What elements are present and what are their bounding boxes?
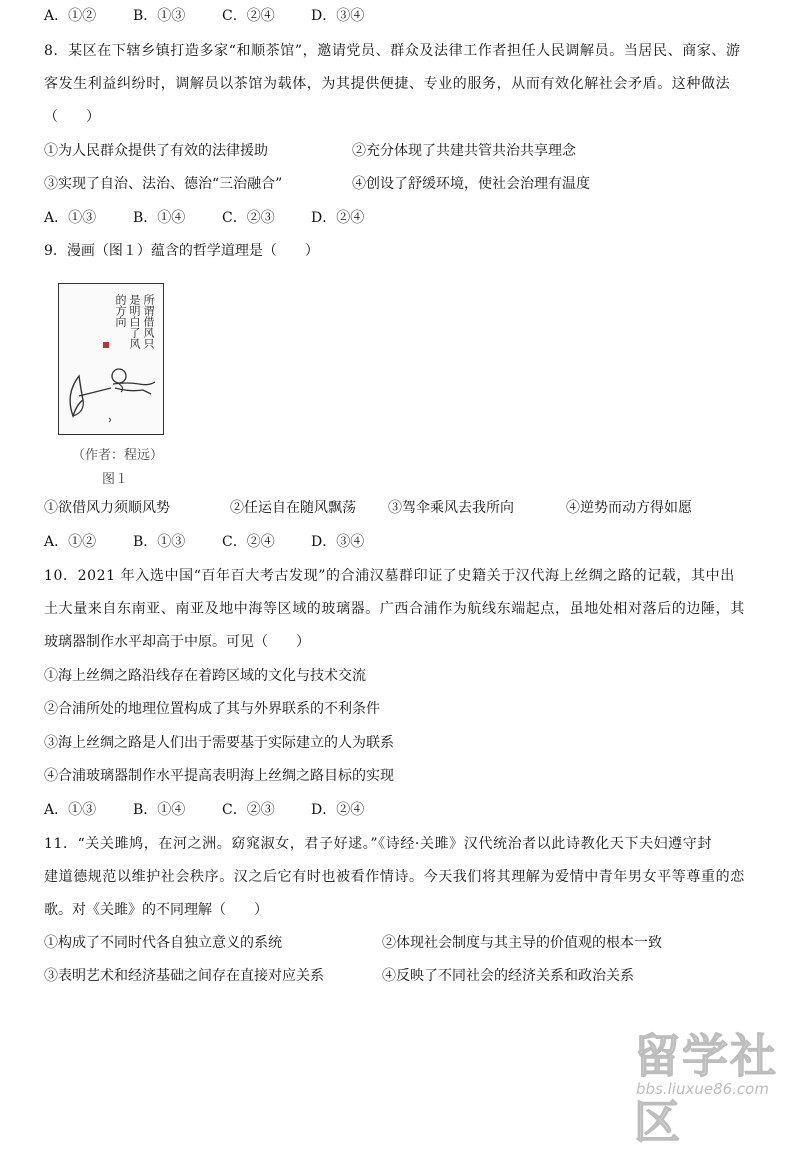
q8-item-2: ②充分体现了共建共管共治共享理念 (352, 143, 576, 159)
watermark-logo (626, 1018, 798, 1149)
q8-option-d: D．②④ (311, 210, 365, 226)
q11-item-2: ②体现社会制度与其主导的价值观的根本一致 (382, 935, 662, 951)
q10-option-d: D．②④ (311, 802, 365, 818)
q9-option-b: B．①③ (133, 534, 186, 550)
q7-option-a: A．①② (44, 8, 97, 24)
q8-stem-line-2: 客发生利益纠纷时，调解员以茶馆为载体，为其提供便捷、专业的服务，从而有效化解社会矛盾。这种做法 (44, 76, 731, 92)
q8-options (44, 208, 400, 228)
q8-option-c: C．②③ (222, 210, 275, 226)
q9-stem: 9．漫画（图１）蕴含的哲学道理是（ ） (44, 243, 319, 259)
q10-option-a: A．①③ (44, 802, 97, 818)
q10-option-c: C．②③ (222, 802, 275, 818)
q7-options (44, 6, 400, 26)
q9-options (44, 532, 400, 552)
q10-options (44, 800, 400, 820)
q8-stem-line-1: 8．某区在下辖乡镇打造多家“和顺茶馆”，邀请党员、群众及法律工作者担任人民调解员。当居民、商家、游 (44, 43, 741, 59)
q11-stem-line-3: 歌。对《关雎》的不同理解（ ） (44, 902, 268, 918)
figure-label: 图１ (102, 472, 129, 487)
q9-item-4: ④逆势而动方得如愿 (566, 500, 692, 516)
q7-option-d: D．③④ (311, 8, 365, 24)
q7-option-b: B．①③ (133, 8, 186, 24)
q8-item-3: ③实现了自治、法治、德治“三治融合” (44, 176, 283, 192)
cartoon-seal-icon (103, 342, 109, 348)
q11-stem-line-2: 建道德规范以维护社会秩序。汉之后它有时也被看作情诗。今天我们将其理解为爱情中青年男女平等尊重的恋 (44, 869, 745, 885)
watermark-title: 留学社区 (634, 1029, 778, 1149)
q8-option-a: A．①③ (44, 210, 97, 226)
q9-option-d: D．③④ (311, 534, 365, 550)
q11-item-1: ①构成了不同时代各自独立意义的系统 (44, 935, 282, 951)
q10-item-3: ③海上丝绸之路是人们出于需要基于实际建立的人为联系 (44, 735, 394, 751)
q9-option-c: C．②④ (222, 534, 275, 550)
q10-item-2: ②合浦所处的地理位置构成了其与外界联系的不利条件 (44, 701, 380, 717)
q9-cartoon (58, 283, 164, 435)
cartoon-handwriting: 所谓借风只是明白了风的方向 (114, 294, 155, 349)
q8-option-b: B．①④ (133, 210, 186, 226)
q8-stem-line-3: （ ） (44, 109, 100, 125)
q10-stem-line-3: 玻璃器制作水平却高于中原。可见（ ） (44, 634, 310, 650)
q9-item-3: ③驾伞乘风去我所向 (388, 500, 514, 516)
q10-stem-line-2: 土大量来自东南亚、南亚及地中海等区域的玻璃器。广西合浦作为航线东端起点，虽地处相对落后的边陲，其 (44, 601, 745, 617)
q11-stem-line-1: 11．“关关雎鸠，在河之洲。窈窕淑女，君子好逑。”《诗经·关雎》汉代统治者以此诗教化天下夫妇遵守封 (44, 836, 712, 852)
q11-item-3: ③表明艺术和经济基础之间存在直接对应关系 (44, 968, 324, 984)
q10-item-4: ④合浦玻璃器制作水平提高表明海上丝绸之路目标的实现 (44, 768, 394, 784)
q7-option-c: C．②④ (222, 8, 275, 24)
q9-option-a: A．①② (44, 534, 97, 550)
q8-item-1: ①为人民群众提供了有效的法律援助 (44, 143, 268, 159)
q10-option-b: B．①④ (133, 802, 186, 818)
q9-item-2: ②任运自在随风飘荡 (230, 500, 356, 516)
q10-item-1: ①海上丝绸之路沿线存在着跨区域的文化与技术交流 (44, 668, 366, 684)
cartoon-caption: （作者：程远） (72, 448, 164, 463)
q9-item-1: ①欲借风力须顺风势 (44, 500, 170, 516)
q10-stem-line-1: 10．2021 年入选中国“百年百大考古发现”的合浦汉墓群印证了史籍关于汉代海上丝绸之路的记载，其中出 (44, 568, 735, 584)
cartoon-umbrella-figure-icon (59, 354, 163, 434)
q11-item-4: ④反映了不同社会的经济关系和政治关系 (382, 968, 634, 984)
q8-item-4: ④创设了舒缓环境，使社会治理有温度 (352, 176, 590, 192)
watermark-url: bbs.liuxue86.com (636, 1080, 769, 1098)
